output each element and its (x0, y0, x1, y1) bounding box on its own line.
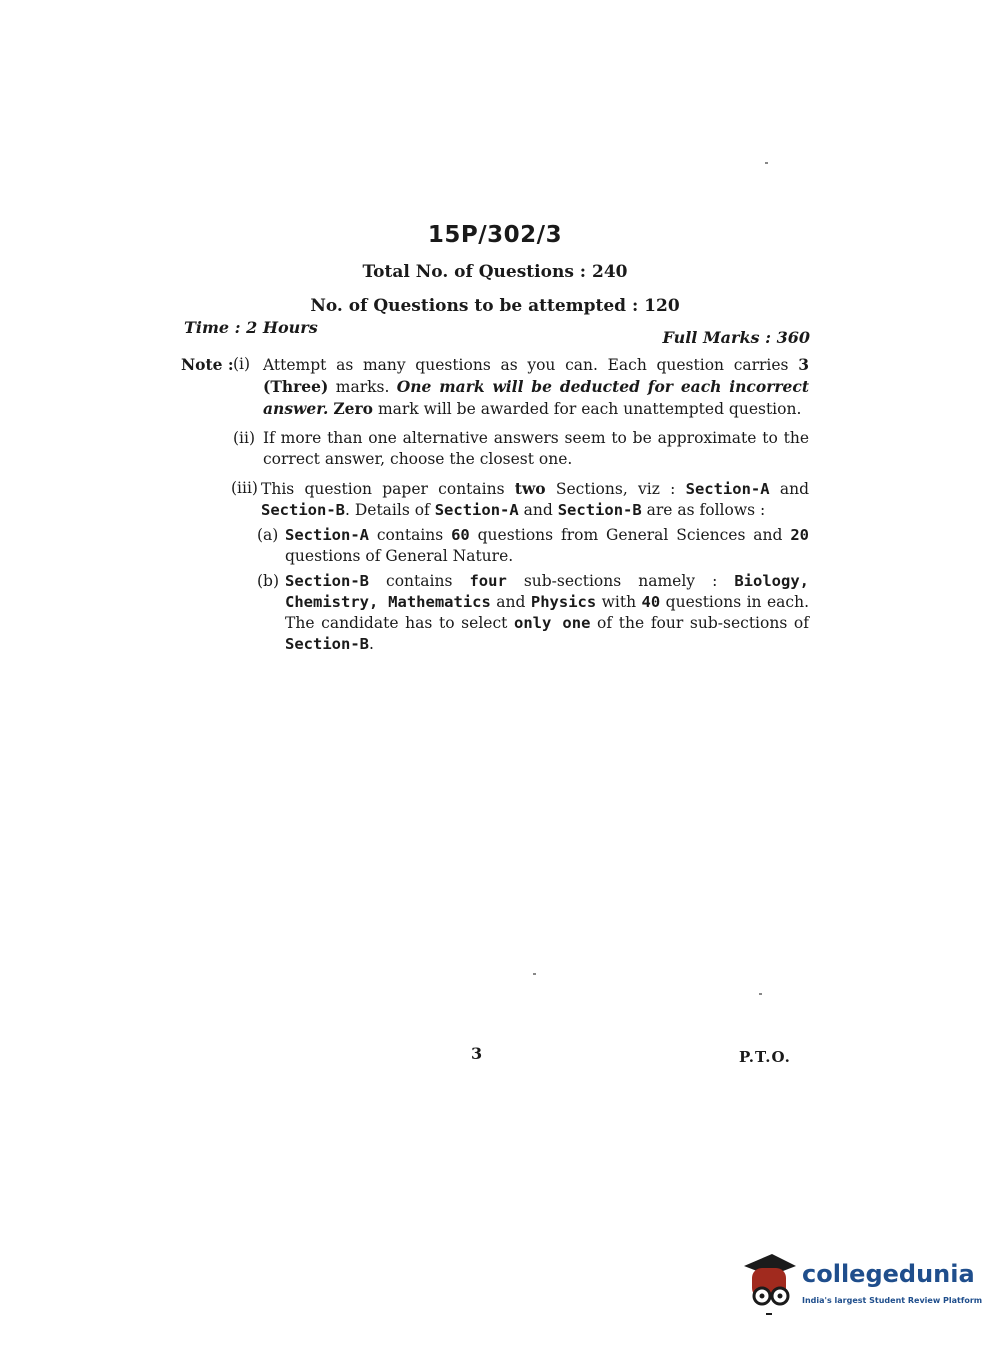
note-iii-bold-5: Section-B (557, 501, 642, 519)
brand-tagline: India's largest Student Review Platform (802, 1296, 983, 1305)
note-b (257, 571, 810, 655)
note-iii-text-2: Sections, viz : (545, 480, 686, 498)
mascot-icon (742, 1252, 798, 1322)
note-iii-bold-4: Section-A (434, 501, 519, 519)
note-b-bold-4: Physics (530, 593, 597, 611)
note-i-number: (i) (233, 355, 251, 373)
time-allowed: Time : 2 Hours (184, 318, 318, 337)
note-a (257, 525, 809, 567)
note-b-text-7: . (369, 635, 374, 653)
note-i-bold-2: Zero (333, 399, 374, 418)
note-b-bold-5: 40 (641, 593, 661, 611)
brand-name: collegedunia (802, 1260, 975, 1288)
note-a-bold-2: 60 (451, 526, 470, 544)
note-i-text-2: marks. (328, 378, 397, 396)
note-i-penalty: One mark will be deducted for each incorrect answer. (263, 377, 810, 418)
note-iii-text-3: and (769, 480, 810, 498)
note-b-bold-6: only one (514, 614, 591, 632)
note-iii-text-1: This question paper contains (261, 480, 515, 498)
collegedunia-watermark (742, 1252, 983, 1322)
note-b-text-6: of the four sub-sections of (590, 614, 810, 632)
note-i-text-1: Attempt as many questions as you can. Each question carries (263, 356, 799, 374)
note-iii-bold-2: Section-A (685, 480, 770, 498)
note-a-number: (a) (257, 526, 279, 544)
note-b-bold-2: four (469, 572, 507, 590)
note-a-text-3: questions of General Nature. (285, 547, 514, 565)
note-b-text-4: with (596, 593, 642, 611)
note-a-text-2: questions from General Sciences and (469, 526, 791, 544)
note-i-bold-1: 3 (Three) (263, 355, 809, 396)
full-marks: Full Marks : 360 (662, 328, 810, 347)
note-ii-number: (ii) (233, 429, 256, 447)
scan-speck (759, 993, 762, 995)
note-b-bold-7: Section-B (285, 635, 369, 653)
note-iii-text-5: and (518, 501, 558, 519)
note-iii-bold-3: Section-B (261, 501, 345, 519)
note-a-bold-1: Section-A (285, 526, 369, 544)
note-a-bold-3: 20 (790, 526, 809, 544)
note-b-text-3: and (490, 593, 531, 611)
note-b-text-1: contains (369, 572, 470, 590)
please-turn-over: P.T.O. (739, 1048, 791, 1066)
note-iii-text-6: are as follows : (641, 501, 766, 519)
note-b-text-5: questions in each. The candidate has to select (285, 593, 809, 632)
note-b-text-2: sub-sections namely : (506, 572, 735, 590)
note-iii-number: (iii) (231, 479, 258, 497)
paper-code: 15P/302/3 (427, 222, 563, 248)
note-ii (233, 428, 809, 470)
note-i (181, 354, 810, 420)
note-b-bold-3: Biology, Chemistry, Mathematics (285, 572, 809, 611)
note-a-text-1: contains (369, 526, 452, 544)
scan-speck (765, 162, 768, 164)
note-iii-text-4: . Details of (345, 501, 435, 519)
note-iii (231, 478, 810, 521)
note-iii-bold-1: two (514, 479, 546, 498)
page-number: 3 (471, 1044, 483, 1063)
questions-to-attempt: No. of Questions to be attempted : 120 (310, 296, 680, 316)
note-i-text-4: mark will be awarded for each unattempted question. (373, 400, 802, 418)
total-questions: Total No. of Questions : 240 (362, 262, 628, 282)
note-b-bold-1: Section-B (285, 572, 369, 590)
note-ii-text: If more than one alternative answers seem to be approximate to the correct answer, choose the closest one. (263, 429, 809, 468)
instructions-block (181, 354, 809, 655)
scan-speck (533, 973, 536, 975)
note-b-number: (b) (257, 572, 280, 590)
note-label: Note : (181, 355, 234, 374)
